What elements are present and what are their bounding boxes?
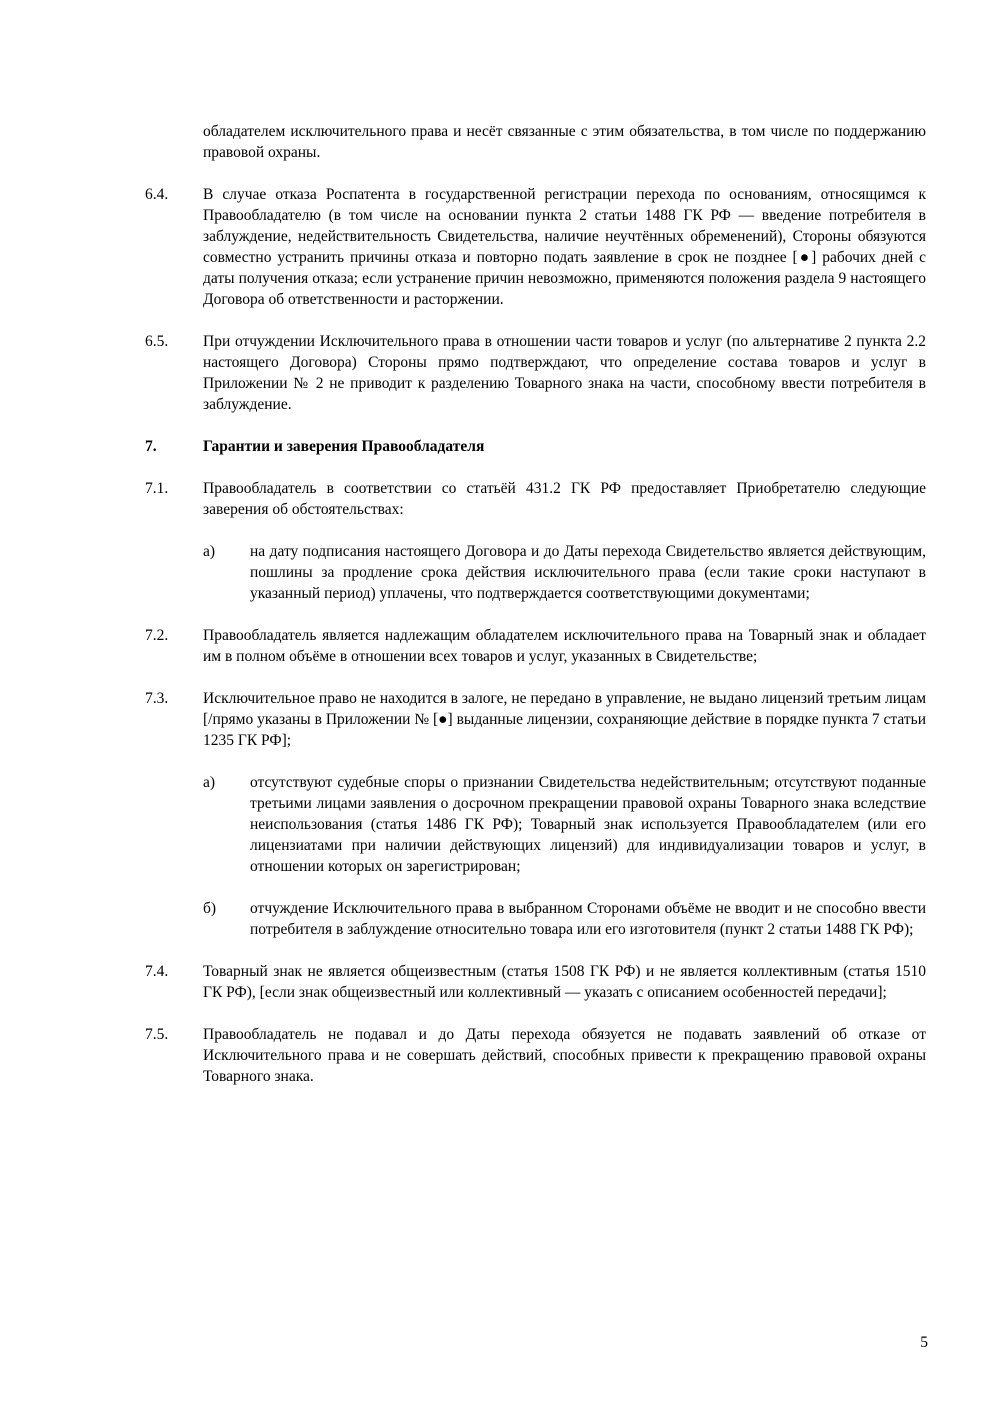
clause-6-4	[145, 184, 926, 310]
clause-number: 6.5.	[145, 333, 169, 350]
clause-number: 7.4.	[145, 963, 169, 980]
section-7-heading	[145, 436, 926, 457]
subitem-letter: б)	[203, 900, 217, 917]
clause-7-3-subitem-b	[203, 898, 926, 940]
clause-7-1	[145, 478, 926, 520]
clause-number: 7.3.	[145, 690, 169, 707]
clause-7-2	[145, 625, 926, 667]
clause-text: При отчуждении Исключительного права в отношении части товаров и услуг (по альтернативе 2 пункта 2.2 настоящего Договора) Стороны прямо подтверждают, что определение состава товаров и услуг в Приложении № 2 не приводит к разделению Товарного знака на части, способному ввести потребителя в заблуждение.	[203, 333, 926, 413]
clause-7-1-subitem-a	[203, 541, 926, 604]
clause-7-3-subitem-a	[203, 772, 926, 877]
clause-number: 7.1.	[145, 480, 169, 497]
clause-text: Правообладатель не подавал и до Даты перехода обязуется не подавать заявлений об отказе от Исключительного права и не совершать действий, способных привести к прекращению правовой охраны Товарного знака.	[203, 1026, 926, 1085]
clause-text: Правообладатель является надлежащим обладателем исключительного права на Товарный знак и обладает им в полном объёме в отношении всех товаров и услуг, указанных в Свидетельстве;	[203, 627, 926, 665]
document-body	[145, 121, 926, 1108]
subitem-text: отсутствуют судебные споры о признании Свидетельства недействительным; отсутствуют поданные третьими лицами заявления о досрочном прекращении правовой охраны Товарного знака вследствие неиспользования (статья 1486 ГК РФ); Товарный знак используется Правообладателем (или его лицензиатами при наличии действующих лицензий) для индивидуализации товаров и услуг, в отношении которых он зарегистрирован;	[250, 774, 926, 875]
clause-7-4	[145, 961, 926, 1003]
section-title: Гарантии и заверения Правообладателя	[203, 438, 485, 455]
clause-6-5	[145, 331, 926, 415]
page-number: 5	[920, 1334, 928, 1351]
subitem-text: на дату подписания настоящего Договора и до Даты перехода Свидетельство является действующим, пошлины за продление срока действия исключительного права (если такие сроки наступают в указанный период) уплачены, что подтверждается соответствующими документами;	[250, 543, 926, 602]
clause-text: В случае отказа Роспатента в государственной регистрации перехода по основаниям, относящимся к Правообладателю (в том числе на основании пункта 2 статьи 1488 ГК РФ — введение потребителя в заблуждение, недействительность Свидетельства, наличие неучтённых обременений), Стороны обязуются совместно устранить причины отказа и повторно подать заявление в срок не позднее [●] рабочих дней с даты получения отказа; если устранение причин невозможно, применяются положения раздела 9 настоящего Договора об ответственности и расторжении.	[203, 186, 926, 308]
continuation-paragraph: обладателем исключительного права и несёт связанные с этим обязательства, в том числе по поддержанию правовой охраны.	[203, 123, 926, 161]
clause-7-5	[145, 1024, 926, 1087]
clause-7-3	[145, 688, 926, 751]
subitem-letter: а)	[203, 774, 216, 791]
section-number: 7.	[145, 438, 157, 455]
clause-number: 6.4.	[145, 186, 169, 203]
subitem-text: отчуждение Исключительного права в выбранном Сторонами объёме не вводит и не способно ввести потребителя в заблуждение относительно товара или его изготовителя (пункт 2 статьи 1488 ГК РФ);	[250, 900, 926, 938]
clause-text: Товарный знак не является общеизвестным (статья 1508 ГК РФ) и не является коллективным (статья 1510 ГК РФ), [если знак общеизвестный или коллективный — указать с описанием особенностей передачи];	[203, 963, 926, 1001]
subitem-letter: а)	[203, 543, 216, 560]
clause-text: Исключительное право не находится в залоге, не передано в управление, не выдано лицензий третьим лицам [/прямо указаны в Приложении № [●] выданные лицензии, сохраняющие действие в порядке пункта 7 статьи 1235 ГК РФ];	[203, 690, 926, 749]
clause-text: Правообладатель в соответствии со статьёй 431.2 ГК РФ предоставляет Приобретателю следующие заверения об обстоятельствах:	[203, 480, 926, 518]
clause-number: 7.5.	[145, 1026, 169, 1043]
clause-number: 7.2.	[145, 627, 169, 644]
